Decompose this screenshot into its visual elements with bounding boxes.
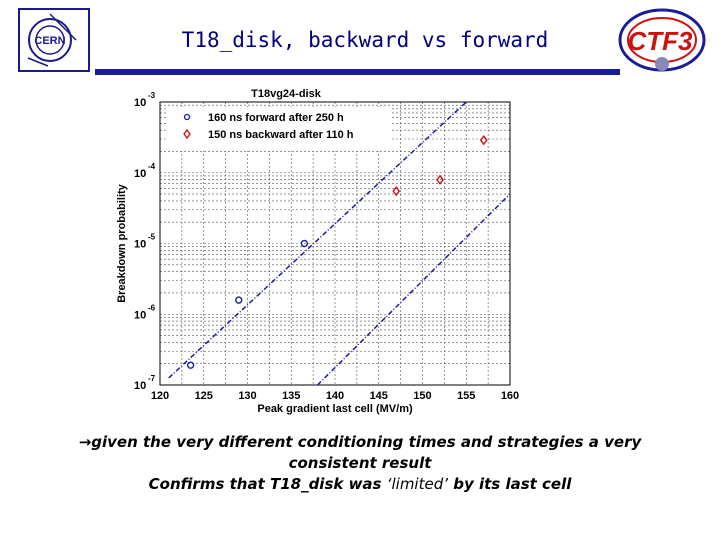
caption-line-2: consistent result <box>288 454 432 472</box>
caption-line-3 <box>0 474 720 495</box>
x-tick-label: 125 <box>194 390 213 402</box>
title-divider <box>95 69 620 75</box>
y-tick-exponent: -6 <box>148 303 156 313</box>
data-point-circle <box>188 362 194 368</box>
ctf3-logo <box>616 4 708 78</box>
x-axis-label: Peak gradient last cell (MV/m) <box>257 403 413 415</box>
slide-caption <box>0 432 720 495</box>
x-tick-label: 140 <box>325 390 345 402</box>
y-tick-labels <box>134 91 156 392</box>
x-tick-label: 120 <box>150 390 170 402</box>
y-axis-label: Breakdown probability <box>116 184 128 303</box>
x-tick-label: 130 <box>238 390 257 402</box>
caption-line-3c: by its last cell <box>448 475 572 493</box>
data-markers <box>188 136 487 368</box>
y-tick-exponent: -5 <box>148 232 156 242</box>
y-tick-exponent: -7 <box>148 374 156 383</box>
x-tick-label: 155 <box>457 390 476 402</box>
chart-title: T18vg24-disk <box>251 88 321 100</box>
legend-label: 160 ns forward after 250 h <box>208 112 344 124</box>
caption-line-3a: Confirms that T18_disk was <box>148 475 387 493</box>
x-tick-label: 135 <box>282 390 301 402</box>
fit-line <box>318 194 511 385</box>
y-tick-label: 10 <box>134 238 147 251</box>
x-tick-labels <box>151 390 519 402</box>
y-tick-label: 10 <box>134 380 147 392</box>
y-tick-exponent: -3 <box>148 91 156 100</box>
ctf3-logo-text: CTF3 <box>627 26 693 56</box>
x-tick-label: 160 <box>500 390 520 402</box>
chart-legend <box>168 107 390 151</box>
slide-title: T18_disk, backward vs forward <box>181 28 549 52</box>
y-tick-exponent: -4 <box>148 161 156 171</box>
caption-line-1: →given the very different conditioning times and strategies a very <box>78 433 642 451</box>
y-tick-label: 10 <box>134 97 147 109</box>
x-tick-label: 145 <box>369 390 388 402</box>
y-tick-label: 10 <box>134 309 147 322</box>
y-tick-label: 10 <box>134 167 147 180</box>
cern-logo-text: CERN <box>34 35 66 47</box>
x-tick-label: 150 <box>413 390 432 402</box>
breakdown-chart <box>110 80 525 420</box>
cern-logo <box>18 8 90 72</box>
legend-label: 150 ns backward after 110 h <box>208 129 354 141</box>
data-point-circle <box>236 297 242 303</box>
data-point-diamond <box>481 136 487 144</box>
caption-emphasis: ‘limited’ <box>386 475 449 493</box>
